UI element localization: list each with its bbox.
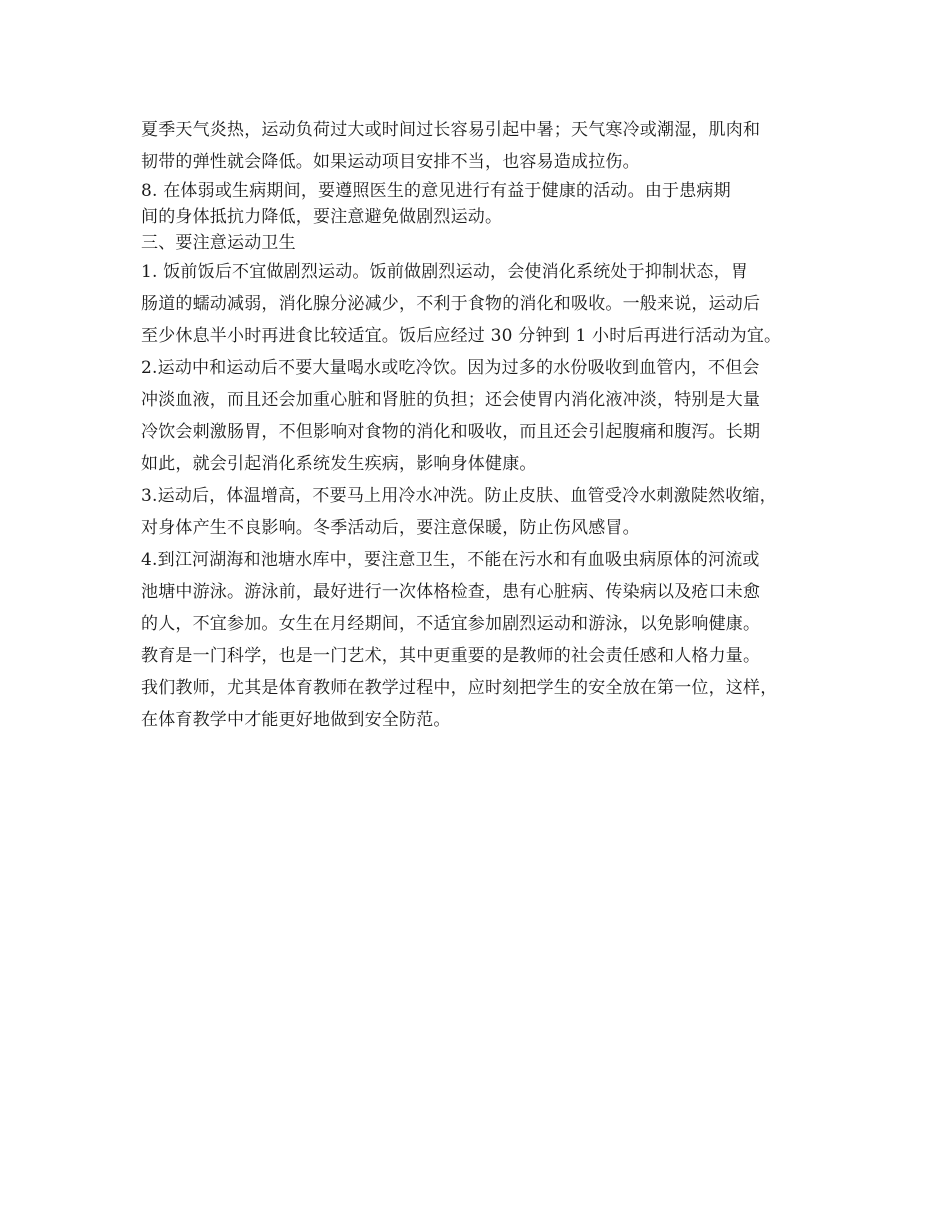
text-line: 如此，就会引起消化系统发生疾病，影响身体健康。	[141, 454, 537, 474]
text-line: 三、要注意运动卫生	[141, 233, 296, 253]
text-line: 冲淡血液，而且还会加重心脏和肾脏的负担；还会使胃内消化液冲淡，特别是大量	[141, 390, 761, 410]
text-line: 在体育教学中才能更好地做到安全防范。	[141, 710, 451, 730]
text-line: 间的身体抵抗力降低，要注意避免做剧烈运动。	[141, 207, 503, 227]
text-line: 池塘中游泳。游泳前，最好进行一次体格检查，患有心脏病、传染病以及疮口未愈	[141, 582, 761, 602]
text-line: 的人，不宜参加。女生在月经期间，不适宜参加剧烈运动和游泳，以免影响健康。	[141, 614, 761, 634]
text-line: 夏季天气炎热，运动负荷过大或时间过长容易引起中暑；天气寒冷或潮湿，肌肉和	[141, 120, 761, 140]
text-line: 8. 在体弱或生病期间，要遵照医生的意见进行有益于健康的活动。由于患病期	[141, 181, 731, 201]
text-line: 2.运动中和运动后不要大量喝水或吃冷饮。因为过多的水份吸收到血管内，不但会	[141, 358, 760, 378]
text-line: 对身体产生不良影响。冬季活动后，要注意保暖，防止伤风感冒。	[141, 518, 640, 538]
text-line: 4.到江河湖海和池塘水库中，要注意卫生，不能在污水和有血吸虫病原体的河流或	[141, 550, 760, 570]
text-line: 1. 饭前饭后不宜做剧烈运动。饭前做剧烈运动，会使消化系统处于抑制状态，胃	[141, 262, 749, 282]
text-line: 冷饮会刺激肠胃，不但影响对食物的消化和吸收，而且还会引起腹痛和腹泻。长期	[141, 422, 761, 442]
document-body	[141, 114, 831, 736]
text-line: 韧带的弹性就会降低。如果运动项目安排不当，也容易造成拉伤。	[141, 152, 640, 172]
text-line: 3.运动后，体温增高，不要马上用冷水冲洗。防止皮肤、血管受冷水刺激陡然收缩，	[141, 486, 777, 506]
text-line: 肠道的蠕动减弱，消化腺分泌减少，不利于食物的消化和吸收。一般来说，运动后	[141, 294, 761, 314]
text-line: 我们教师，尤其是体育教师在教学过程中，应时刻把学生的安全放在第一位，这样，	[141, 678, 778, 698]
text-line: 至少休息半小时再进食比较适宜。饭后应经过 30 分钟到 1 小时后再进行活动为宜。	[141, 326, 782, 346]
text-line: 教育是一门科学，也是一门艺术，其中更重要的是教师的社会责任感和人格力量。	[141, 646, 761, 666]
